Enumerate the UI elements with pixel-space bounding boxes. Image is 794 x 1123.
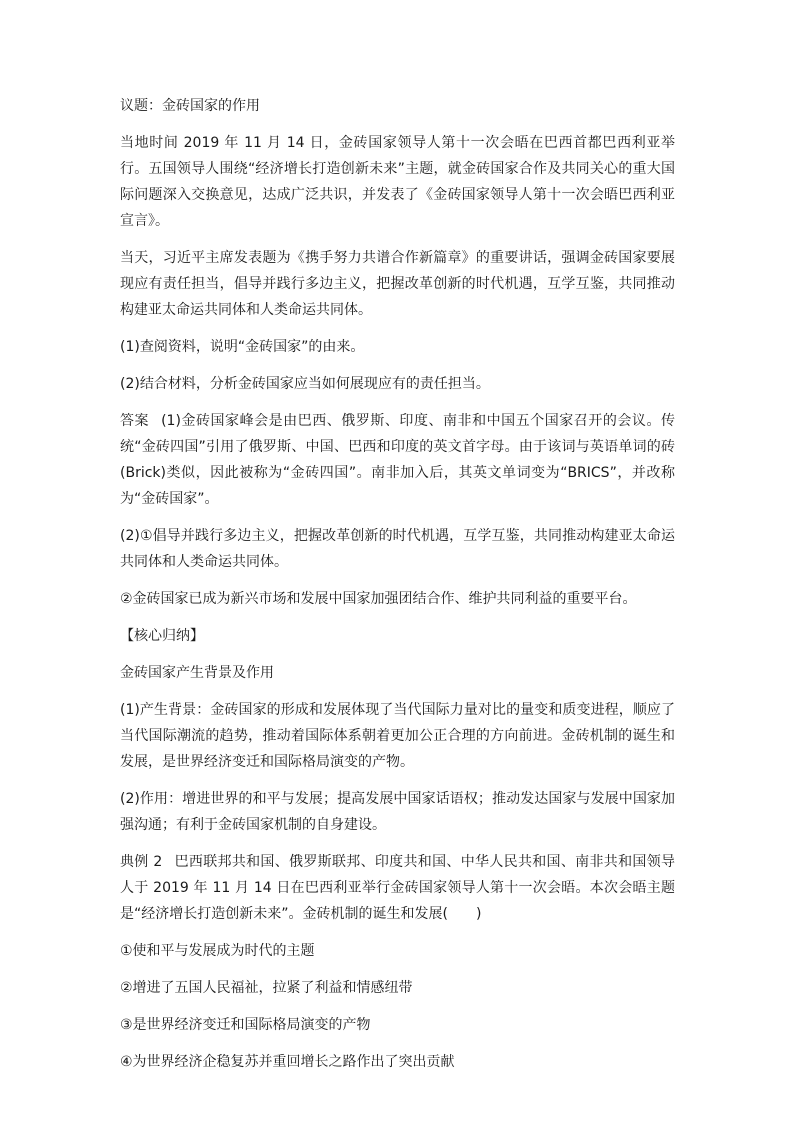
summary-heading: 【核心归纳】 [120, 628, 204, 644]
summary-point-2: (2)作用：增进世界的和平与发展；提高发展中国家话语权；推动发达国家与发展中国家加强沟通；有利于金砖国家机制的自身建设。 [120, 791, 675, 833]
material-paragraph-1: 当地时间 2019 年 11 月 14 日，金砖国家领导人第十一次会晤在巴西首都巴西利亚举行。五国领导人围绕“经济增长打造创新未来”主题，就金砖国家合作及共同关心的重大国际问题深入交换意见，达成广泛共识，并发表了《金砖国家领导人第十一次会晤巴西利亚宣言》。 [120, 135, 675, 229]
answer-part-2: (2)①倡导并践行多边主义，把握改革创新的时代机遇，互学互鉴，共同推动构建亚太命运共同体和人类命运共同体。 [120, 528, 675, 570]
answer-part-1 [120, 408, 675, 512]
example-text: 巴西联邦共和国、俄罗斯联邦、印度共和国、中华人民共和国、南非共和国领导人于 2019 年 11 月 14 日在巴西利亚举行金砖国家领导人第十一次会晤。本次会晤主题是“经济增长打造创新未来”。金砖机制的诞生和发展( ) [120, 854, 676, 922]
example-option-2: ②增进了五国人民福祉，拉紧了利益和情感纽带 [120, 980, 413, 996]
question-1: (1)查阅资料，说明“金砖国家”的由来。 [120, 339, 365, 355]
summary-point-1: (1)产生背景：金砖国家的形成和发展体现了当代国际力量对比的量变和质变进程，顺应了当代国际潮流的趋势，推动着国际体系朝着更加公正合理的方向前进。金砖机制的诞生和发展，是世界经济变迁和国际格局演变的产物。 [120, 702, 675, 770]
topic-heading: 议题：金砖国家的作用 [120, 98, 260, 114]
example-option-3: ③是世界经济变迁和国际格局演变的产物 [120, 1017, 371, 1033]
summary-subheading: 金砖国家产生背景及作用 [120, 665, 274, 681]
answer-part-3: ②金砖国家已成为新兴市场和发展中国家加强团结合作、维护共同利益的重要平台。 [120, 591, 637, 607]
document-page [120, 93, 675, 1086]
example-option-1: ①使和平与发展成为时代的主题 [120, 943, 315, 959]
answer-label: 答案 [120, 413, 150, 429]
answer-text-1: (1)金砖国家峰会是由巴西、俄罗斯、印度、南非和中国五个国家召开的会议。传统“金砖四国”引用了俄罗斯、中国、巴西和印度的英文首字母。由于该词与英语单词的砖(Brick)类似，因此被称为“金砖四国”。南非加入后，其英文单词变为“BRICS”，并改称为“金砖国家”。 [120, 413, 675, 507]
example-option-4: ④为世界经济企稳复苏并重回增长之路作出了突出贡献 [120, 1054, 455, 1070]
example-question [120, 849, 675, 927]
question-2: (2)结合材料，分析金砖国家应当如何展现应有的责任担当。 [120, 376, 490, 392]
example-label: 典例 2 [120, 854, 163, 870]
material-paragraph-2: 当天，习近平主席发表题为《携手努力共谱合作新篇章》的重要讲话，强调金砖国家要展现应有责任担当，倡导并践行多边主义，把握改革创新的时代机遇，互学互鉴，共同推动构建亚太命运共同体和人类命运共同体。 [120, 250, 675, 318]
